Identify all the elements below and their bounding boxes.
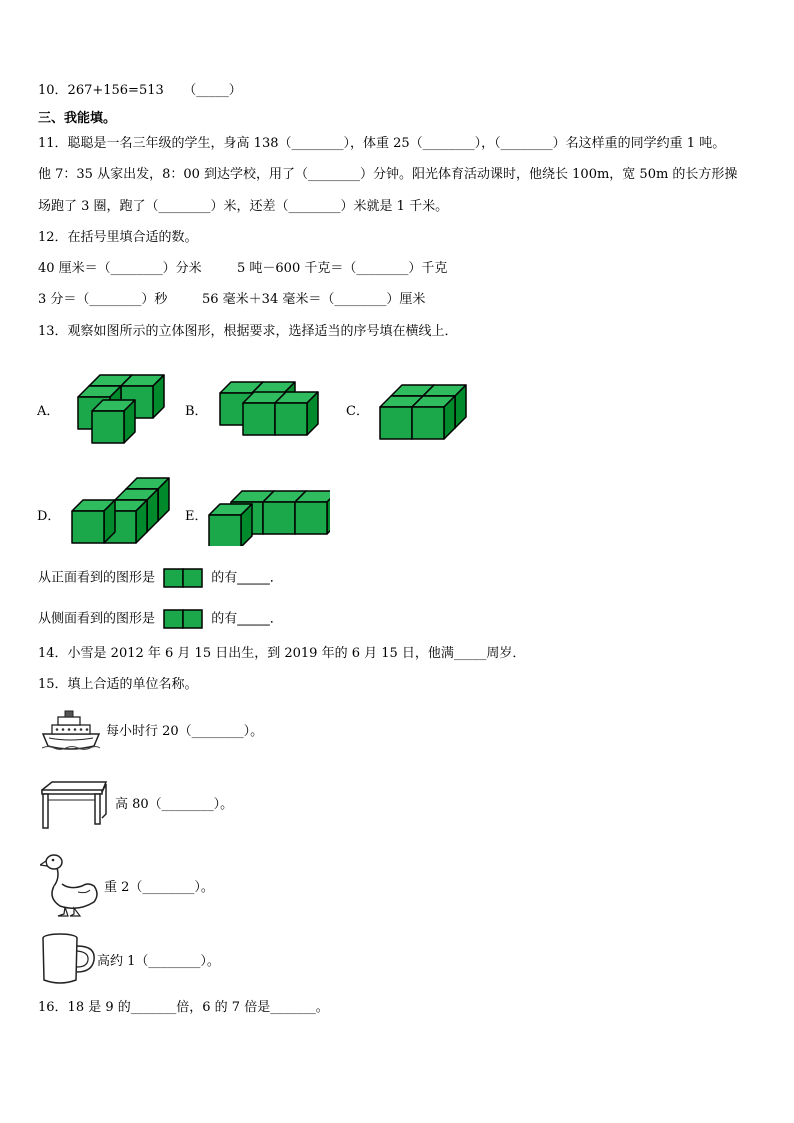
cube-a-4 (92, 400, 135, 443)
ship-question: 每小时行 20（________）。 (106, 724, 264, 739)
cube-e-4 (209, 504, 252, 546)
question-12-row-2a: 3 分＝（________）秒 (38, 292, 168, 307)
cube-c-4 (412, 396, 455, 439)
figure-label-e: E． (185, 509, 208, 524)
front-view-prefix: 从正面看到的图形是 (38, 570, 156, 586)
figure-label-a: A． (37, 404, 60, 419)
front-view-line (38, 568, 283, 588)
cube-e-3 (295, 491, 330, 534)
cube-d-4 (72, 500, 115, 543)
section-heading: 三、我能填。 (38, 111, 117, 126)
ship-icon (40, 708, 102, 752)
table-question: 高 80（________）。 (115, 797, 234, 812)
goose-icon (40, 852, 102, 918)
figure-label-d: D． (37, 509, 61, 524)
cup-question: 高约 1（________）。 (97, 954, 220, 969)
two-square-view-icon (163, 568, 203, 588)
question-15-title: 15．填上合适的单位名称。 (38, 677, 198, 692)
side-view-prefix: 从侧面看到的图形是 (38, 611, 156, 627)
question-16: 16．18 是 9 的_______倍，6 的 7 倍是_______。 (38, 1000, 329, 1015)
question-10: 10．267+156=513 （_____） (38, 83, 242, 98)
cube-figure-a (70, 370, 180, 455)
question-12-title: 12．在括号里填合适的数。 (38, 230, 198, 245)
question-11-line-3: 场跑了 3 圈，跑了（________）米，还差（________）米就是 1 千米。 (38, 199, 449, 214)
question-12-row-1a: 40 厘米＝（________）分米 (38, 261, 202, 276)
cup-icon (40, 932, 98, 986)
side-view-suffix: 的有_____． (211, 611, 283, 627)
front-view-suffix: 的有_____． (211, 570, 283, 586)
question-12-row-2b: 56 毫米＋34 毫米＝（________）厘米 (202, 292, 426, 307)
cube-figure-e (205, 488, 330, 546)
question-13-title: 13．观察如图所示的立体图形，根据要求，选择适当的序号填在横线上． (38, 324, 458, 339)
cube-b-4 (275, 392, 318, 435)
two-square-view-icon (163, 609, 203, 629)
question-14: 14．小雪是 2012 年 6 月 15 日出生，到 2019 年的 6 月 15 日，他满_____周岁． (38, 646, 526, 661)
figure-label-c: C． (346, 404, 369, 419)
table-icon (38, 780, 110, 830)
cube-figure-c (378, 380, 473, 442)
cube-figure-d (68, 477, 173, 547)
side-view-line (38, 609, 283, 629)
question-11-line-1: 11．聪聪是一名三年级的学生，身高 138（________），体重 25（________），（________）名这样重的同学约重 1 吨。 (38, 136, 726, 151)
question-12-row-1b: 5 吨－600 千克＝（________）千克 (237, 261, 448, 276)
cube-figure-b (215, 378, 325, 443)
question-11-line-2: 他 7：35 从家出发，8：00 到达学校，用了（________）分钟。阳光体育活动课时，他绕长 100m，宽 50m 的长方形操 (38, 167, 738, 182)
figure-label-b: B． (185, 404, 208, 419)
goose-question: 重 2（________）。 (104, 880, 214, 895)
